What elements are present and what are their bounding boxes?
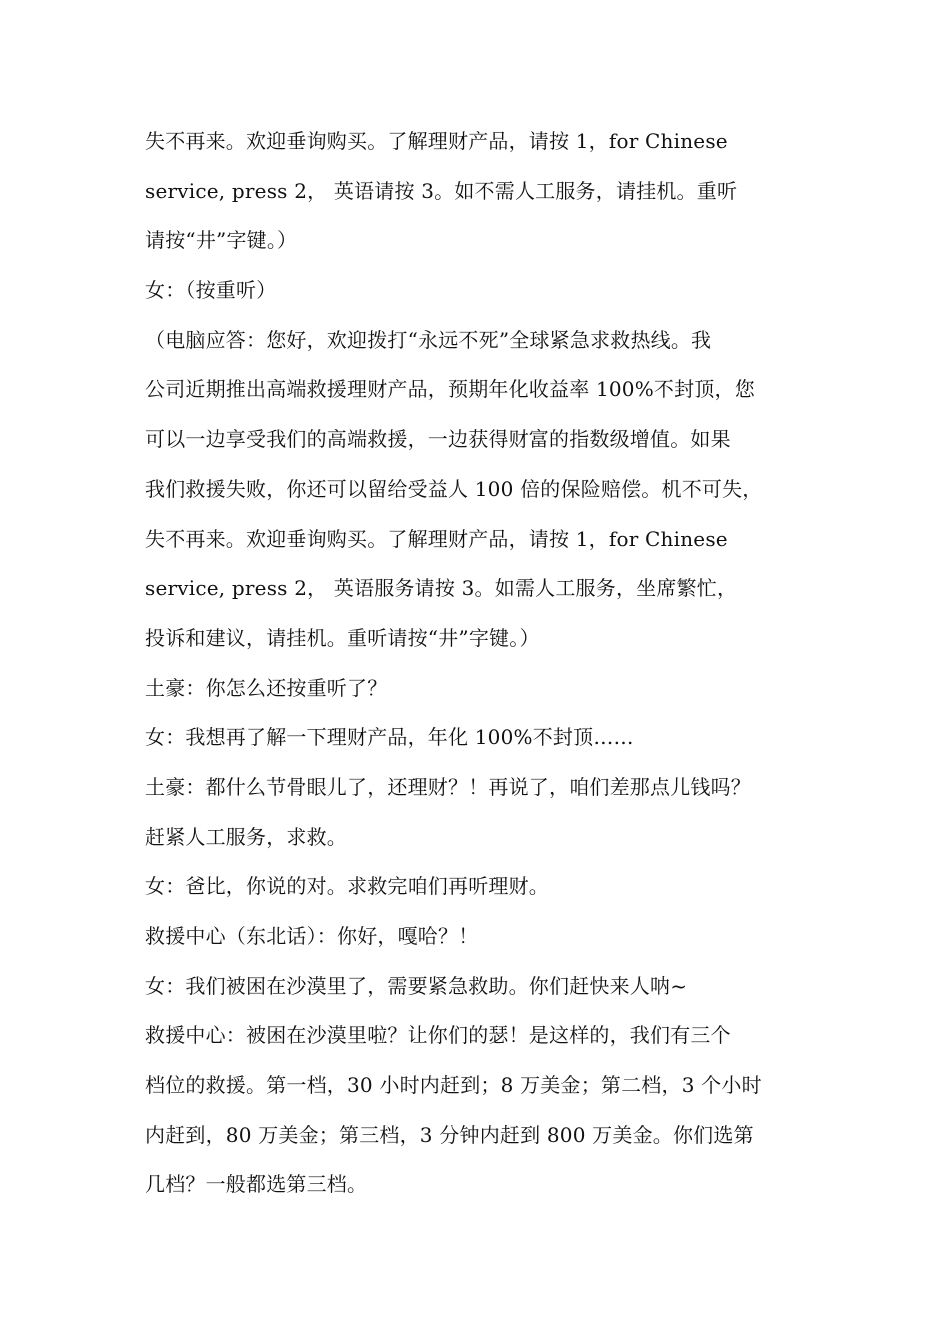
text-line: 投诉和建议，请挂机。重听请按“井”字键。） xyxy=(145,625,540,650)
text-line: 失不再来。欢迎垂询购买。了解理财产品，请按 1，for Chinese xyxy=(145,526,728,551)
text-line: 请按“井”字键。） xyxy=(145,228,298,253)
document-body xyxy=(145,117,815,1210)
text-line: service, press 2， 英语请按 3。如不需人工服务，请挂机。重听 xyxy=(145,178,738,203)
text-line: 我们救援失败，你还可以留给受益人 100 倍的保险赔偿。机不可失， xyxy=(145,476,763,501)
text-line: （电脑应答：您好，欢迎拨打“永远不死”全球紧急求救热线。我 xyxy=(145,327,712,352)
text-line: 可以一边享受我们的高端救援，一边获得财富的指数级增值。如果 xyxy=(145,427,731,452)
text-line: 公司近期推出高端救援理财产品，预期年化收益率 100%不封顶，您 xyxy=(145,377,755,402)
text-line: 赶紧人工服务，求救。 xyxy=(145,824,347,849)
text-line: 女：爸比，你说的对。求救完咱们再听理财。 xyxy=(145,874,549,899)
text-line: 几档？一般都选第三档。 xyxy=(145,1172,368,1197)
text-line: 失不再来。欢迎垂询购买。了解理财产品，请按 1，for Chinese xyxy=(145,129,728,153)
text-line: 内赶到，80 万美金；第三档，3 分钟内赶到 800 万美金。你们选第 xyxy=(145,1122,754,1147)
text-line: 女：（按重听） xyxy=(145,278,277,303)
text-line: 女：我想再了解一下理财产品，年化 100%不封顶…… xyxy=(145,725,634,750)
text-line: 土豪：你怎么还按重听了？ xyxy=(145,675,388,700)
text-line: 土豪：都什么节骨眼儿了，还理财？！再说了，咱们差那点儿钱吗？ xyxy=(145,774,751,799)
text-line: 救援中心：被困在沙漠里啦？让你们的瑟！是这样的，我们有三个 xyxy=(145,1023,731,1048)
text-line: 救援中心（东北话）：你好，嘎哈？！ xyxy=(145,924,479,948)
text-line: 女：我们被困在沙漠里了，需要紧急救助。你们赶快来人呐~ xyxy=(145,973,688,998)
text-line: service, press 2， 英语服务请按 3。如需人工服务，坐席繁忙， xyxy=(145,576,738,601)
text-line: 档位的救援。第一档，30 小时内赶到；8 万美金；第二档，3 个小时 xyxy=(145,1073,762,1098)
